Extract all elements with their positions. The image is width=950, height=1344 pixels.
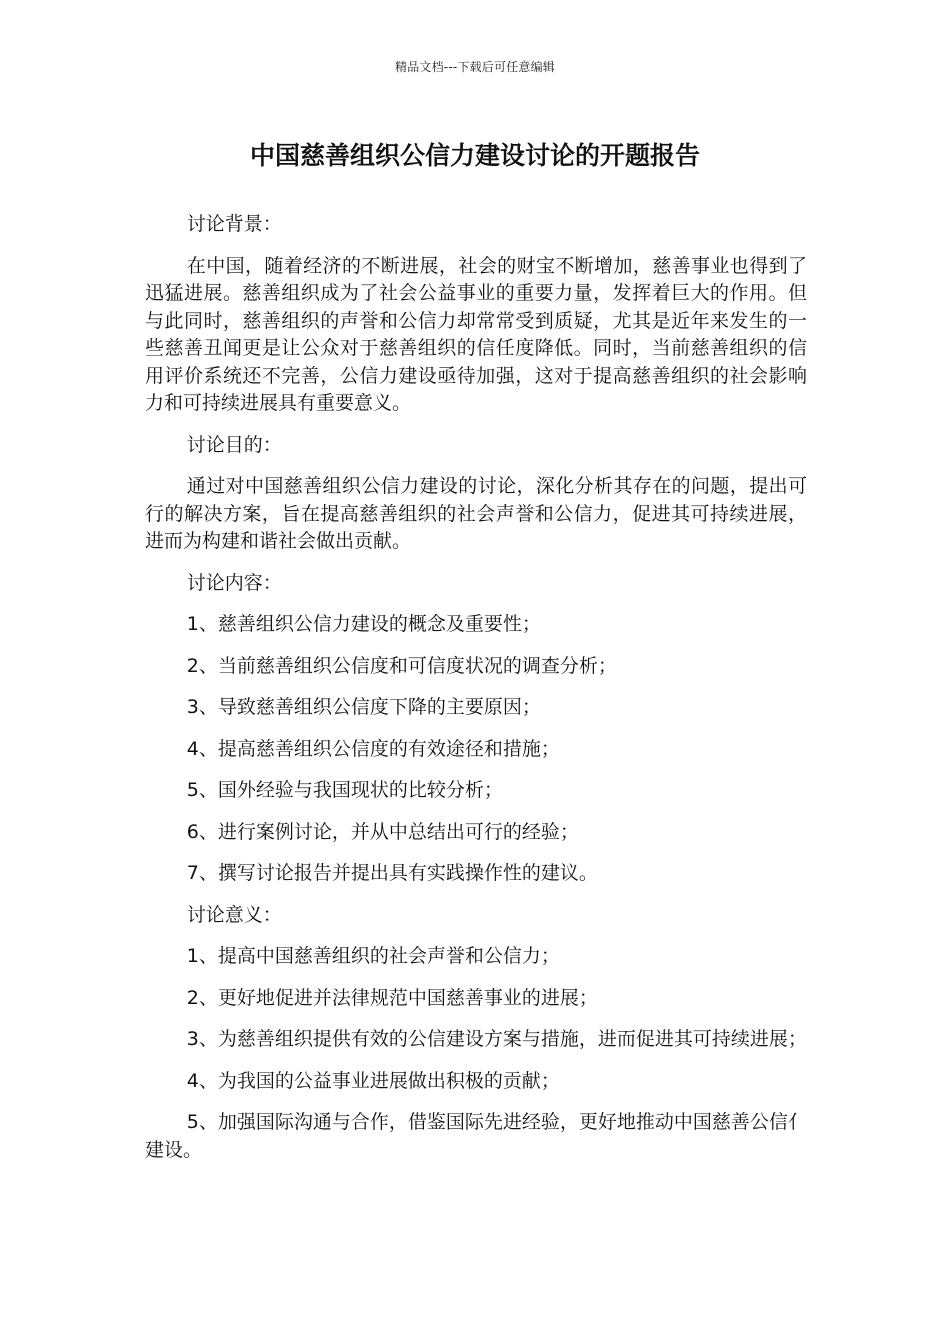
background-heading: 讨论背景： (186, 213, 282, 235)
contents-item: 5、国外经验与我国现状的比较分析； (186, 779, 503, 801)
contents-heading: 讨论内容： (186, 571, 282, 594)
header-note: 精品文档---下载后可任意编辑 (395, 60, 555, 74)
contents-item: 6、进行案例讨论，并从中总结出可行的经验； (186, 820, 579, 843)
background-paragraph: 在中国，随着经济的不断进展，社会的财宝不断增加，慈善事业也得到了迅猛进展。慈善组织成为了社会公益事业的重要力量，发挥着巨大的作用。但与此同时，慈善组织的声誉和公信力却常常受到质疑，尤其是近年来发生的一些慈善丑闻更是让公众对于慈善组织的信任度降低。同时，当前慈善组织的信用评价系统还不完善，公信力建设亟待加强，这对于提高慈善组织的社会影响力和可持续进展具有重要意义。 (145, 254, 807, 414)
significance-heading: 讨论意义： (186, 903, 282, 926)
document-body (145, 211, 807, 1178)
significance-item: 3、为慈善组织提供有效的公信建设方案与措施，进而促进其可持续进展； (186, 1028, 807, 1050)
contents-item: 1、慈善组织公信力建设的概念及重要性； (186, 613, 541, 635)
document-title: 中国慈善组织公信力建设讨论的开题报告 (249, 141, 700, 170)
contents-item: 2、当前慈善组织公信度和可信度状况的调查分析； (186, 654, 617, 677)
purpose-paragraph: 通过对中国慈善组织公信力建设的讨论，深化分析其存在的问题，提出可行的解决方案，旨在提高慈善组织的社会声誉和公信力，促进其可持续进展，进而为构建和谐社会做出贡献。 (145, 475, 807, 552)
significance-item: 4、为我国的公益事业进展做出积极的贡献； (186, 1069, 560, 1092)
significance-item: 2、更好地促进并法律规范中国慈善事业的进展； (186, 986, 598, 1009)
contents-item: 3、导致慈善组织公信度下降的主要原因； (186, 696, 541, 718)
contents-item: 7、撰写讨论报告并提出具有实践操作性的建议。 (186, 862, 598, 884)
significance-item: 5、加强国际沟通与合作，借鉴国际先进经验，更好地推动中国慈善公信亻建设。 (145, 1111, 807, 1161)
significance-item: 1、提高中国慈善组织的社会声誉和公信力； (186, 945, 560, 967)
purpose-heading: 讨论目的： (186, 433, 282, 456)
contents-item: 4、提高慈善组织公信度的有效途径和措施； (186, 737, 560, 760)
